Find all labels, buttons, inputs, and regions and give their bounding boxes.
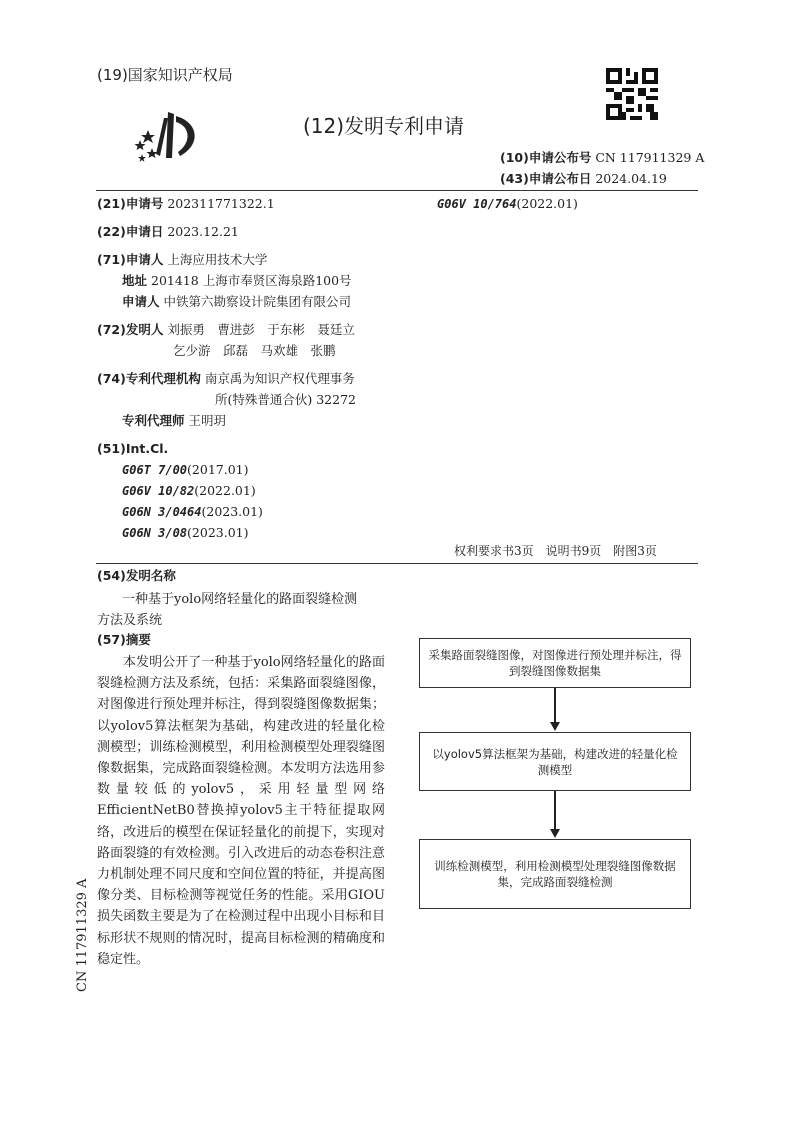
- patent-agent: 专利代理师 王明玥: [122, 413, 227, 428]
- flowchart-step-2: 以yolov5算法框架为基础，构建改进的轻量化检测模型: [419, 732, 691, 791]
- patent-agency: (74)专利代理机构 南京禹为知识产权代理事务: [97, 371, 355, 386]
- application-number: (21)申请号 202311771322.1: [97, 196, 275, 211]
- invention-name: 一种基于yolo网络轻量化的路面裂缝检测: [122, 592, 358, 607]
- int-cl-label: (51)Int.Cl.: [97, 441, 169, 456]
- doc-type-title: (12)发明专利申请: [303, 114, 465, 138]
- invention-name-label: (54)发明名称: [97, 568, 176, 583]
- invention-name-line-2: 方法及系统: [97, 613, 163, 628]
- int-cl-item: G06N 3/0464(2023.01): [122, 504, 263, 519]
- flow-arrow: [554, 688, 556, 724]
- arrow-down-icon: [550, 722, 560, 731]
- flowchart-step-1: 采集路面裂缝图像，对图像进行预处理并标注，得到裂缝图像数据集: [419, 638, 691, 688]
- address: 地址 201418 上海市奉贤区海泉路100号: [122, 273, 352, 288]
- publication-number: (10)申请公布号 CN 117911329 A: [500, 150, 705, 165]
- int-cl-item: G06T 7/00(2017.01): [122, 462, 249, 477]
- inventors: (72)发明人 刘振勇 曹进彭 于东彬 聂廷立: [97, 322, 355, 337]
- flow-arrow: [554, 791, 556, 831]
- int-cl-item: G06N 3/08(2023.01): [122, 525, 249, 540]
- qr-code-icon: [606, 68, 658, 120]
- header-divider: [96, 190, 698, 191]
- abstract-text: 本发明公开了一种基于yolo网络轻量化的路面裂缝检测方法及系统，包括：采集路面裂缝图像，对图像进行预处理并标注，得到裂缝图像数据集；以yolov5算法框架为基础，构建改进的轻量化检测模型；训练检测模型，利用检测模型处理裂缝图像数据集，完成路面裂缝检测。本发明方法选用参数量较低的yolov5，采用轻量型网络EfficientNetB0替换掉yolov5主干特征提取网络，改进后的模型在保证轻量化的前提下，实现对路面裂缝的有效检测。引入改进后的动态卷积注意力机制处理不同尺度和空间位置的特征，并提高图像分类、目标检测等视觉任务的性能。采用GIOU损失函数主要是为了在检测过程中出现小目标和目标形状不规则的情况时，提高目标检测的精确度和稳定性。: [97, 655, 385, 967]
- abstract-label: (57)摘要: [97, 632, 151, 647]
- cnipa-emblem-icon: [128, 108, 208, 168]
- patent-agency-line-2: 所(特殊普通合伙) 32272: [215, 392, 356, 407]
- arrow-down-icon: [550, 829, 560, 838]
- flowchart-step-3: 训练检测模型，利用检测模型处理裂缝图像数据集，完成路面裂缝检测: [419, 839, 691, 909]
- section-divider: [96, 563, 698, 564]
- applicant-2: 申请人 中铁第六勘察设计院集团有限公司: [122, 294, 352, 309]
- inventors-line-2: 乞少游 邱磊 马欢雄 张鹏: [173, 343, 336, 358]
- page-count: 权利要求书3页 说明书9页 附图3页: [454, 544, 657, 558]
- office-name: (19)国家知识产权局: [97, 66, 233, 84]
- applicant: (71)申请人 上海应用技术大学: [97, 252, 268, 267]
- application-date: (22)申请日 2023.12.21: [97, 224, 239, 239]
- int-cl-item: G06V 10/82(2022.01): [122, 483, 256, 498]
- right-classification: G06V 10/764(2022.01): [437, 196, 578, 211]
- publication-date: (43)申请公布日 2024.04.19: [500, 171, 667, 186]
- side-publication-number: CN 117911329 A: [75, 878, 90, 992]
